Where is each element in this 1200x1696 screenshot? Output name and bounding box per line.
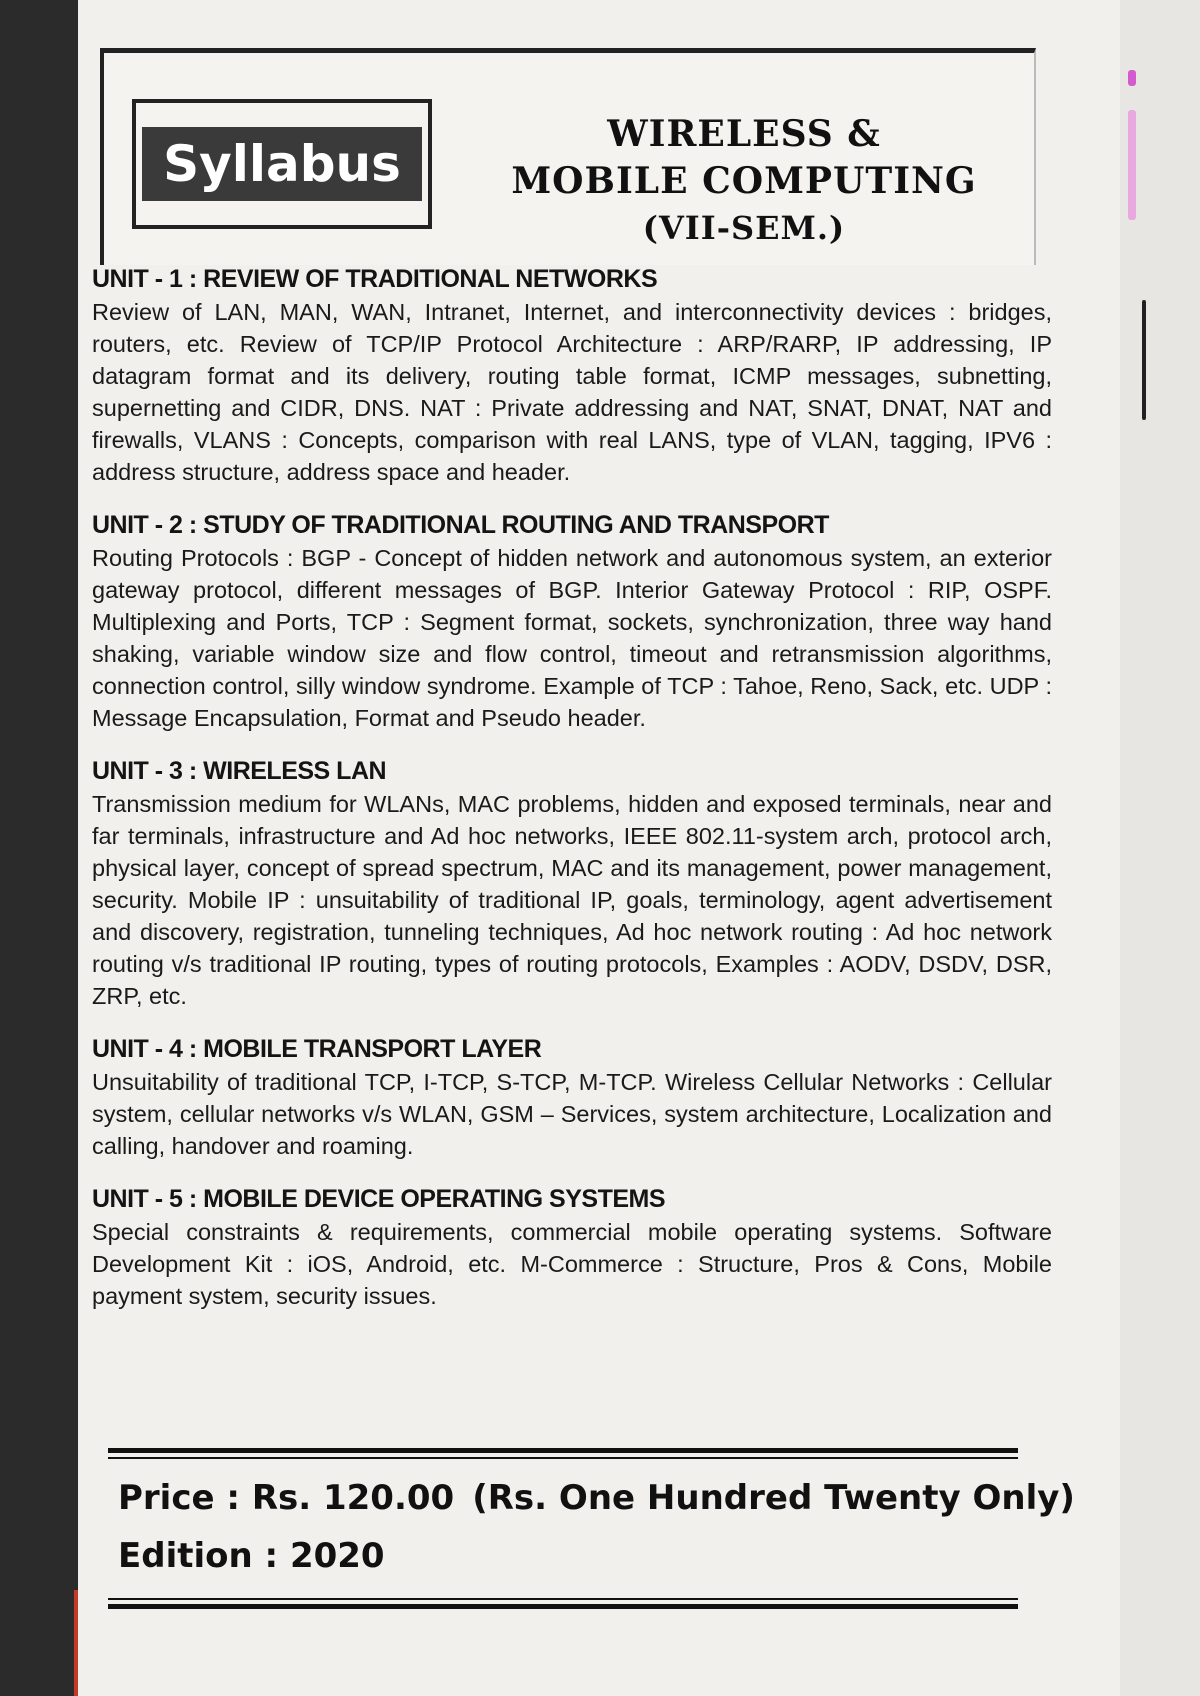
price-in-words: (Rs. One Hundred Twenty Only) — [472, 1478, 1075, 1518]
course-title-line-1: WIRELESS & — [607, 113, 881, 155]
unit-3 — [92, 754, 1052, 1012]
price-text: Price : Rs. 120.00 — [118, 1478, 455, 1518]
header-box — [100, 48, 1036, 265]
unit-4 — [92, 1032, 1052, 1162]
unit-1 — [92, 262, 1052, 488]
units-list — [92, 262, 1052, 1332]
divider-rule — [108, 1448, 1018, 1453]
unit-body: Review of LAN, MAN, WAN, Intranet, Internet, and interconnectivity devices : bridges, routers, etc. Review of TCP/IP Protocol Architecture : ARP/RARP, IP addressing, IP datagram format and its delivery, routing table format, ICMP messages, subnetting, supernetting and CIDR, DNS. NAT : Private addressing and NAT, SNAT, DNAT, NAT and firewalls, VLANS : Concepts, comparison with real LANS, type of VLAN, tagging, IPV6 : address structure, address space and header. — [92, 299, 1052, 485]
course-title — [494, 111, 994, 251]
unit-body: Transmission medium for WLANs, MAC problems, hidden and exposed terminals, near and far terminals, infrastructure and Ad hoc networks, IEEE 802.11-system arch, protocol arch, physical layer, concept of spread spectrum, MAC and its management, power management, security. Mobile IP : unsuitability of traditional IP, goals, terminology, agent advertisement and discovery, registration, tunneling techniques, Ad hoc network routing : Ad hoc network routing v/s traditional IP routing, types of routing protocols, Examples : AODV, DSDV, DSR, ZRP, etc. — [92, 791, 1052, 1009]
edge-mark — [1128, 110, 1136, 220]
course-semester: (VII-SEM.) — [642, 209, 846, 247]
divider-rule — [108, 1598, 1018, 1600]
page-edge — [1120, 0, 1200, 1696]
unit-heading: UNIT - 3 : WIRELESS LAN — [92, 757, 387, 785]
divider-rule — [108, 1604, 1018, 1609]
edge-mark — [1142, 300, 1146, 420]
unit-heading: UNIT - 5 : MOBILE DEVICE OPERATING SYSTEMS — [92, 1185, 666, 1213]
badge-label: Syllabus — [142, 127, 422, 201]
unit-heading: UNIT - 2 : STUDY OF TRADITIONAL ROUTING AND TRANSPORT — [92, 511, 829, 539]
unit-5 — [92, 1182, 1052, 1312]
course-title-line-2: MOBILE COMPUTING — [511, 160, 977, 202]
syllabus-page — [78, 0, 1120, 1696]
unit-heading: UNIT - 4 : MOBILE TRANSPORT LAYER — [92, 1035, 542, 1063]
edge-mark — [1128, 70, 1136, 86]
price-line — [118, 1478, 1075, 1518]
unit-body: Routing Protocols : BGP - Concept of hidden network and autonomous system, an exterior gateway protocol, different messages of BGP. Interior Gateway Protocol : RIP, OSPF. Multiplexing and Ports, TCP : Segment format, sockets, synchronization, three way hand shaking, variable window size and flow control, timeout and retransmission algorithms, connection control, silly window syndrome. Example of TCP : Tahoe, Reno, Sack, etc. UDP : Message Encapsulation, Format and Pseudo header. — [92, 545, 1052, 731]
unit-body: Special constraints & requirements, commercial mobile operating systems. Software Development Kit : iOS, Android, etc. M-Commerce : Structure, Pros & Cons, Mobile payment system, security issues. — [92, 1219, 1052, 1309]
unit-2 — [92, 508, 1052, 734]
edition-text: Edition : 2020 — [118, 1536, 385, 1576]
syllabus-badge — [132, 99, 432, 229]
divider-rule — [108, 1457, 1018, 1459]
unit-heading: UNIT - 1 : REVIEW OF TRADITIONAL NETWORKS — [92, 265, 658, 293]
unit-body: Unsuitability of traditional TCP, I-TCP, S-TCP, M-TCP. Wireless Cellular Networks : Cellular system, cellular networks v/s WLAN, GSM – Services, system architecture, Localization and calling, handover and roaming. — [92, 1069, 1052, 1159]
